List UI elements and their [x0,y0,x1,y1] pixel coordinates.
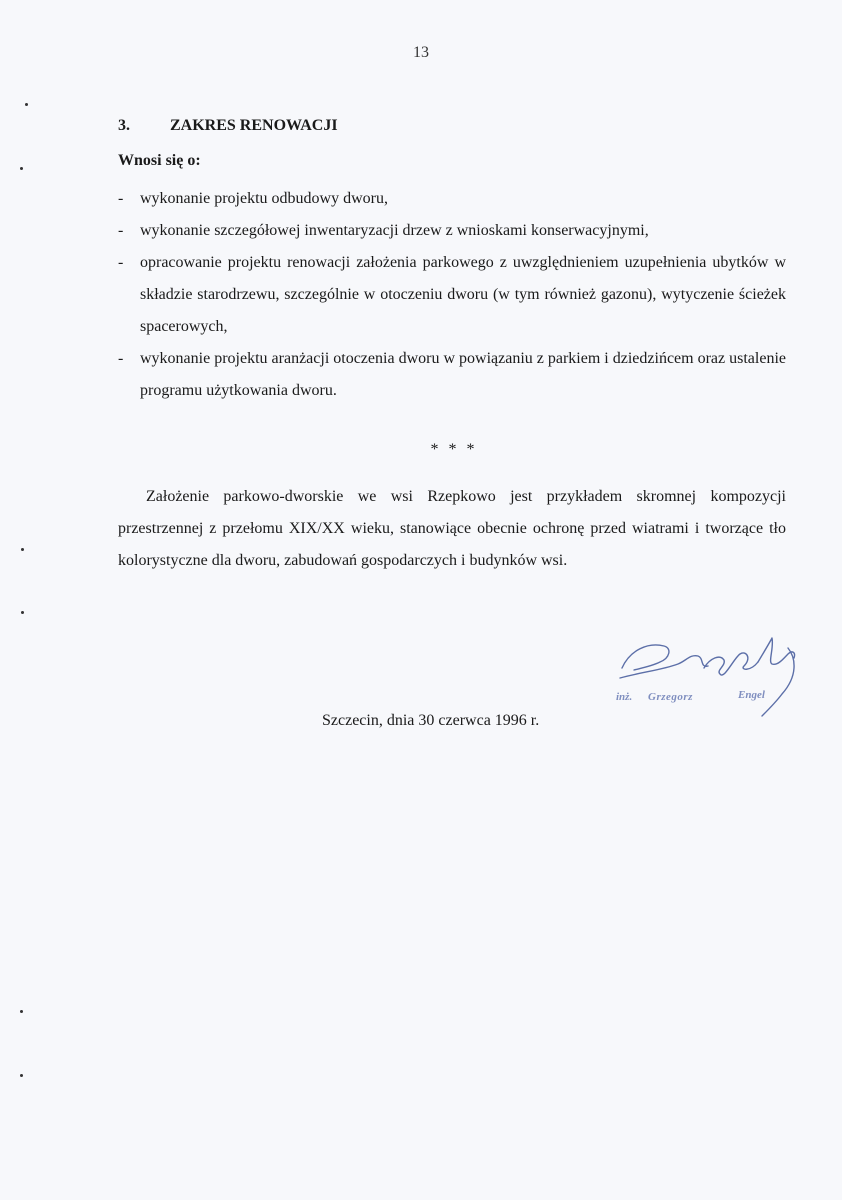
svg-text:inż.: inż. [616,691,633,703]
bullet-text: opracowanie projektu renowacji założenia parkowego z uwzględnieniem uzupełnienia ubytków w składzie starodrzewu, szczególnie w otoczeniu dworu (w tym również gazonu), wytyczenie ścieżek spacerowych, [140,254,786,335]
scan-mark [25,103,28,106]
bullet-dash: - [118,222,124,239]
bullet-text: wykonanie projektu odbudowy dworu, [140,190,388,207]
scan-mark [20,1074,23,1077]
scan-mark [20,1010,23,1013]
list-item [118,183,786,215]
section-title: ZAKRES RENOWACJI [170,117,338,134]
section-heading [118,117,338,135]
bullet-list [118,183,786,407]
bullet-text: wykonanie szczegółowej inwentaryzacji drzew z wnioskami konserwacyjnymi, [140,222,649,239]
bullet-dash: - [118,190,124,207]
svg-text:Grzegorz: Grzegorz [648,691,693,703]
page-number: 13 [413,44,429,61]
body-paragraph: Założenie parkowo-dworskie we wsi Rzepkowo jest przykładem skromnej kompozycji przestrzennej z przełomu XIX/XX wieku, stanowiące obecnie ochronę przed wiatrami i tworzące tło kolorystyczne dla dworu, zabudowań gospodarczych i budynków wsi. [118,488,786,569]
section-number: 3. [118,117,130,134]
bullet-text: wykonanie projektu aranżacji otoczenia dworu w powiązaniu z parkiem i dziedzińcem oraz ustalenie programu użytkowania dworu. [140,350,786,399]
list-item [118,343,786,407]
bullet-dash: - [118,350,124,367]
list-item [118,247,786,343]
scan-mark [20,167,23,170]
bullet-dash: - [118,254,124,271]
scan-mark [21,548,24,551]
place-date-line: Szczecin, dnia 30 czerwca 1996 r. [322,712,540,729]
svg-text:Engel: Engel [738,689,765,701]
scan-mark [21,611,24,614]
signature-stamp-image [612,628,812,720]
section-separator: * * * [430,441,478,458]
list-item [118,215,786,247]
intro-label: Wnosi się o: [118,152,201,169]
